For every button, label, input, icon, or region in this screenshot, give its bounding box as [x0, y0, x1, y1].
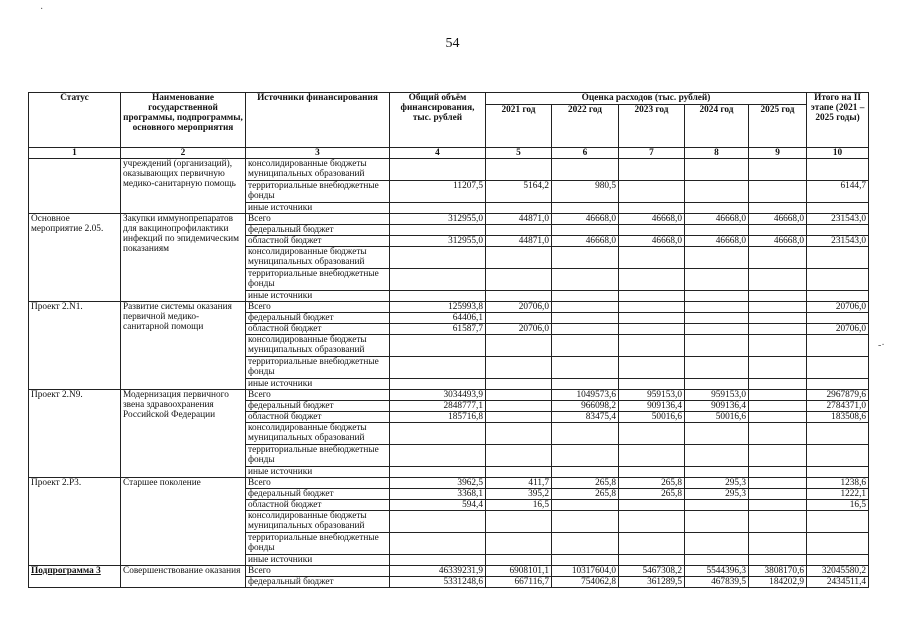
final-cell: 32045580,2: [807, 566, 869, 577]
year-value-cell: 44871,0: [486, 236, 552, 247]
header-year: 2023 год: [619, 105, 685, 148]
year-value-cell: [685, 247, 749, 269]
total-cell: 61587,7: [390, 324, 486, 335]
final-cell: 2784371,0: [807, 401, 869, 412]
status-cell: Подпрограмма 3: [29, 566, 121, 588]
total-cell: 5331248,6: [390, 577, 486, 588]
final-cell: 20706,0: [807, 302, 869, 313]
header-total: Общий объём финансирования, тыс. рублей: [390, 93, 486, 148]
final-cell: [807, 423, 869, 445]
year-value-cell: [749, 335, 807, 357]
year-value-cell: [749, 467, 807, 478]
source-cell: иные источники: [246, 555, 390, 566]
col-number: 7: [619, 148, 685, 159]
total-cell: [390, 291, 486, 302]
source-cell: консолидированные бюджеты муниципальных образований: [246, 159, 390, 181]
financing-table: [28, 92, 869, 588]
col-number: 5: [486, 148, 552, 159]
total-cell: 312955,0: [390, 214, 486, 225]
year-value-cell: [486, 225, 552, 236]
year-value-cell: [619, 313, 685, 324]
year-value-cell: 20706,0: [486, 324, 552, 335]
year-value-cell: [685, 302, 749, 313]
year-value-cell: [552, 357, 619, 379]
year-value-cell: 411,7: [486, 478, 552, 489]
year-value-cell: [619, 302, 685, 313]
total-cell: [390, 159, 486, 181]
year-value-cell: [619, 324, 685, 335]
year-value-cell: [619, 467, 685, 478]
final-cell: [807, 269, 869, 291]
final-cell: 6144,7: [807, 181, 869, 203]
year-value-cell: [685, 467, 749, 478]
year-value-cell: [552, 533, 619, 555]
year-value-cell: [552, 335, 619, 357]
name-cell: Закупки иммунопрепаратов для вакцинопрофилактики инфекций по эпидемическим показаниям: [121, 214, 246, 302]
col-number: 2: [121, 148, 246, 159]
header-year: 2022 год: [552, 105, 619, 148]
year-value-cell: [552, 500, 619, 511]
final-cell: [807, 555, 869, 566]
year-value-cell: 1049573,6: [552, 390, 619, 401]
year-value-cell: [749, 478, 807, 489]
source-cell: консолидированные бюджеты муниципальных образований: [246, 511, 390, 533]
year-value-cell: [619, 555, 685, 566]
total-cell: [390, 467, 486, 478]
year-value-cell: 959153,0: [685, 390, 749, 401]
source-cell: территориальные внебюджетные фонды: [246, 357, 390, 379]
total-cell: [390, 357, 486, 379]
total-cell: [390, 335, 486, 357]
final-cell: 183508,6: [807, 412, 869, 423]
source-cell: иные источники: [246, 291, 390, 302]
year-value-cell: [685, 291, 749, 302]
col-number: 6: [552, 148, 619, 159]
total-cell: [390, 225, 486, 236]
final-cell: [807, 467, 869, 478]
year-value-cell: [619, 247, 685, 269]
year-value-cell: [749, 159, 807, 181]
year-value-cell: [486, 390, 552, 401]
source-cell: федеральный бюджет: [246, 401, 390, 412]
source-cell: Всего: [246, 390, 390, 401]
year-value-cell: [749, 445, 807, 467]
col-number: 10: [807, 148, 869, 159]
final-cell: [807, 445, 869, 467]
year-value-cell: [486, 247, 552, 269]
source-cell: консолидированные бюджеты муниципальных образований: [246, 423, 390, 445]
year-value-cell: [749, 313, 807, 324]
final-cell: 231543,0: [807, 214, 869, 225]
year-value-cell: [749, 247, 807, 269]
final-cell: [807, 203, 869, 214]
year-value-cell: [619, 379, 685, 390]
name-cell: Старшее поколение: [121, 478, 246, 566]
year-value-cell: [619, 335, 685, 357]
year-value-cell: 5164,2: [486, 181, 552, 203]
year-value-cell: 50016,6: [685, 412, 749, 423]
source-cell: Всего: [246, 566, 390, 577]
year-value-cell: 184202,9: [749, 577, 807, 588]
year-value-cell: [552, 511, 619, 533]
year-value-cell: 980,5: [552, 181, 619, 203]
year-value-cell: [552, 313, 619, 324]
year-value-cell: 46668,0: [749, 236, 807, 247]
year-value-cell: [685, 159, 749, 181]
year-value-cell: [685, 203, 749, 214]
source-cell: иные источники: [246, 203, 390, 214]
year-value-cell: [685, 379, 749, 390]
year-value-cell: [749, 423, 807, 445]
year-value-cell: [552, 324, 619, 335]
table-row: [29, 302, 869, 313]
total-cell: 64406,1: [390, 313, 486, 324]
year-value-cell: 909136,4: [685, 401, 749, 412]
year-value-cell: [685, 555, 749, 566]
year-value-cell: [749, 357, 807, 379]
name-cell: Модернизация первичного звена здравоохранения Российской Федерации: [121, 390, 246, 478]
source-cell: иные источники: [246, 379, 390, 390]
year-value-cell: [486, 313, 552, 324]
total-cell: 3962,5: [390, 478, 486, 489]
year-value-cell: 667116,7: [486, 577, 552, 588]
year-value-cell: [749, 302, 807, 313]
year-value-cell: [749, 225, 807, 236]
col-number: 3: [246, 148, 390, 159]
year-value-cell: [552, 247, 619, 269]
final-cell: 231543,0: [807, 236, 869, 247]
status-cell: Основное мероприятие 2.05.: [29, 214, 121, 302]
year-value-cell: [486, 423, 552, 445]
year-value-cell: 83475,4: [552, 412, 619, 423]
year-value-cell: 50016,6: [619, 412, 685, 423]
year-value-cell: [486, 379, 552, 390]
year-value-cell: [749, 489, 807, 500]
final-cell: [807, 357, 869, 379]
total-cell: 46339231,9: [390, 566, 486, 577]
year-value-cell: [685, 313, 749, 324]
table-row: [29, 390, 869, 401]
total-cell: 11207,5: [390, 181, 486, 203]
year-value-cell: [619, 181, 685, 203]
col-number: 8: [685, 148, 749, 159]
year-value-cell: [685, 225, 749, 236]
scan-mark: -·: [878, 340, 885, 351]
year-value-cell: 46668,0: [552, 236, 619, 247]
name-cell: Совершенствование оказания: [121, 566, 246, 588]
year-value-cell: 966098,2: [552, 401, 619, 412]
year-value-cell: 6908101,1: [486, 566, 552, 577]
year-value-cell: [749, 390, 807, 401]
year-value-cell: [619, 357, 685, 379]
total-cell: 185716,8: [390, 412, 486, 423]
year-value-cell: 16,5: [486, 500, 552, 511]
year-value-cell: [685, 445, 749, 467]
final-cell: [807, 159, 869, 181]
year-value-cell: [619, 445, 685, 467]
year-value-cell: [619, 500, 685, 511]
year-value-cell: 10317604,0: [552, 566, 619, 577]
year-value-cell: 46668,0: [749, 214, 807, 225]
header-year: 2021 год: [486, 105, 552, 148]
total-cell: [390, 555, 486, 566]
year-value-cell: [486, 412, 552, 423]
name-cell: Развитие системы оказания первичной медико-санитарной помощи: [121, 302, 246, 390]
source-cell: федеральный бюджет: [246, 489, 390, 500]
total-cell: 3368,1: [390, 489, 486, 500]
year-value-cell: [749, 511, 807, 533]
page-number: 54: [445, 36, 460, 51]
year-value-cell: [749, 555, 807, 566]
year-value-cell: [619, 423, 685, 445]
year-value-cell: [552, 225, 619, 236]
status-cell: [29, 159, 121, 214]
year-value-cell: [685, 500, 749, 511]
total-cell: [390, 423, 486, 445]
year-value-cell: 395,2: [486, 489, 552, 500]
total-cell: [390, 533, 486, 555]
source-cell: федеральный бюджет: [246, 313, 390, 324]
final-cell: [807, 533, 869, 555]
source-cell: областной бюджет: [246, 412, 390, 423]
year-value-cell: [486, 159, 552, 181]
year-value-cell: [486, 335, 552, 357]
year-value-cell: [486, 555, 552, 566]
total-cell: [390, 511, 486, 533]
year-value-cell: 265,8: [619, 478, 685, 489]
final-cell: [807, 335, 869, 357]
header-year: 2025 год: [749, 105, 807, 148]
year-value-cell: [552, 159, 619, 181]
year-value-cell: 46668,0: [685, 214, 749, 225]
table-row: [29, 159, 869, 181]
source-cell: иные источники: [246, 467, 390, 478]
col-number: 9: [749, 148, 807, 159]
scan-mark: ·: [40, 4, 44, 15]
year-value-cell: [685, 423, 749, 445]
year-value-cell: [749, 379, 807, 390]
year-value-cell: 265,8: [552, 478, 619, 489]
year-value-cell: [619, 225, 685, 236]
final-cell: [807, 313, 869, 324]
year-value-cell: 3808170,6: [749, 566, 807, 577]
header-year: 2024 год: [685, 105, 749, 148]
header-status: Статус: [29, 93, 121, 148]
year-value-cell: 754062,8: [552, 577, 619, 588]
total-cell: [390, 445, 486, 467]
final-cell: 1222,1: [807, 489, 869, 500]
name-cell: учреждений (организаций), оказывающих первичную медико-санитарную помощь: [121, 159, 246, 214]
year-value-cell: 44871,0: [486, 214, 552, 225]
year-value-cell: [486, 203, 552, 214]
header-estimate: Оценка расходов (тыс. рублей): [486, 93, 807, 105]
year-value-cell: [619, 511, 685, 533]
total-cell: [390, 247, 486, 269]
source-cell: федеральный бюджет: [246, 577, 390, 588]
year-value-cell: [552, 445, 619, 467]
col-number: 4: [390, 148, 486, 159]
year-value-cell: 467839,5: [685, 577, 749, 588]
year-value-cell: [486, 269, 552, 291]
table-row: [29, 566, 869, 577]
total-cell: [390, 269, 486, 291]
final-cell: 20706,0: [807, 324, 869, 335]
year-value-cell: [749, 500, 807, 511]
year-value-cell: [685, 511, 749, 533]
year-value-cell: 5467308,2: [619, 566, 685, 577]
year-value-cell: 20706,0: [486, 302, 552, 313]
year-value-cell: [749, 324, 807, 335]
total-cell: [390, 379, 486, 390]
year-value-cell: [486, 357, 552, 379]
source-cell: областной бюджет: [246, 236, 390, 247]
year-value-cell: 46668,0: [619, 214, 685, 225]
table-row: [29, 478, 869, 489]
total-cell: 312955,0: [390, 236, 486, 247]
total-cell: 594,4: [390, 500, 486, 511]
year-value-cell: [486, 445, 552, 467]
final-cell: 1238,6: [807, 478, 869, 489]
status-cell: Проект 2.N1.: [29, 302, 121, 390]
year-value-cell: [486, 511, 552, 533]
year-value-cell: 959153,0: [619, 390, 685, 401]
year-value-cell: 46668,0: [619, 236, 685, 247]
source-cell: Всего: [246, 478, 390, 489]
year-value-cell: [749, 412, 807, 423]
year-value-cell: [552, 467, 619, 478]
year-value-cell: [619, 291, 685, 302]
year-value-cell: [749, 533, 807, 555]
source-cell: Всего: [246, 214, 390, 225]
source-cell: Всего: [246, 302, 390, 313]
year-value-cell: [619, 159, 685, 181]
final-cell: [807, 511, 869, 533]
year-value-cell: [552, 423, 619, 445]
year-value-cell: 46668,0: [685, 236, 749, 247]
total-cell: 125993,8: [390, 302, 486, 313]
source-cell: консолидированные бюджеты муниципальных образований: [246, 247, 390, 269]
status-cell: Проект 2.N9.: [29, 390, 121, 478]
year-value-cell: [749, 291, 807, 302]
header-sources: Источники финансирования: [246, 93, 390, 148]
year-value-cell: [749, 401, 807, 412]
final-cell: [807, 247, 869, 269]
year-value-cell: [619, 533, 685, 555]
year-value-cell: 909136,4: [619, 401, 685, 412]
col-number: 1: [29, 148, 121, 159]
year-value-cell: 361289,5: [619, 577, 685, 588]
year-value-cell: [685, 269, 749, 291]
year-value-cell: 265,8: [552, 489, 619, 500]
year-value-cell: [552, 203, 619, 214]
year-value-cell: [685, 181, 749, 203]
year-value-cell: [486, 533, 552, 555]
year-value-cell: [486, 401, 552, 412]
source-cell: консолидированные бюджеты муниципальных образований: [246, 335, 390, 357]
total-cell: [390, 203, 486, 214]
final-cell: 2967879,6: [807, 390, 869, 401]
year-value-cell: 295,3: [685, 478, 749, 489]
source-cell: областной бюджет: [246, 324, 390, 335]
year-value-cell: [552, 379, 619, 390]
year-value-cell: [486, 291, 552, 302]
source-cell: федеральный бюджет: [246, 225, 390, 236]
year-value-cell: 265,8: [619, 489, 685, 500]
year-value-cell: [552, 302, 619, 313]
final-cell: [807, 291, 869, 302]
year-value-cell: [552, 269, 619, 291]
year-value-cell: [685, 533, 749, 555]
final-cell: [807, 225, 869, 236]
total-cell: 3034493,9: [390, 390, 486, 401]
source-cell: территориальные внебюджетные фонды: [246, 269, 390, 291]
status-cell: Проект 2.Р3.: [29, 478, 121, 566]
source-cell: областной бюджет: [246, 500, 390, 511]
column-number-row: [29, 148, 869, 159]
table-row: [29, 214, 869, 225]
year-value-cell: [685, 335, 749, 357]
year-value-cell: 295,3: [685, 489, 749, 500]
year-value-cell: 5544396,3: [685, 566, 749, 577]
year-value-cell: 46668,0: [552, 214, 619, 225]
final-cell: 16,5: [807, 500, 869, 511]
year-value-cell: [685, 357, 749, 379]
year-value-cell: [749, 269, 807, 291]
year-value-cell: [749, 203, 807, 214]
total-cell: 2848777,1: [390, 401, 486, 412]
final-cell: 2434511,4: [807, 577, 869, 588]
year-value-cell: [552, 555, 619, 566]
year-value-cell: [619, 269, 685, 291]
source-cell: территориальные внебюджетные фонды: [246, 445, 390, 467]
year-value-cell: [749, 181, 807, 203]
final-cell: [807, 379, 869, 390]
year-value-cell: [552, 291, 619, 302]
year-value-cell: [685, 324, 749, 335]
header-name: Наименование государственной программы, подпрограммы, основного мероприятия: [121, 93, 246, 148]
year-value-cell: [486, 467, 552, 478]
source-cell: территориальные внебюджетные фонды: [246, 533, 390, 555]
source-cell: территориальные внебюджетные фонды: [246, 181, 390, 203]
header-final: Итого на II этапе (2021 – 2025 годы): [807, 93, 869, 148]
year-value-cell: [619, 203, 685, 214]
